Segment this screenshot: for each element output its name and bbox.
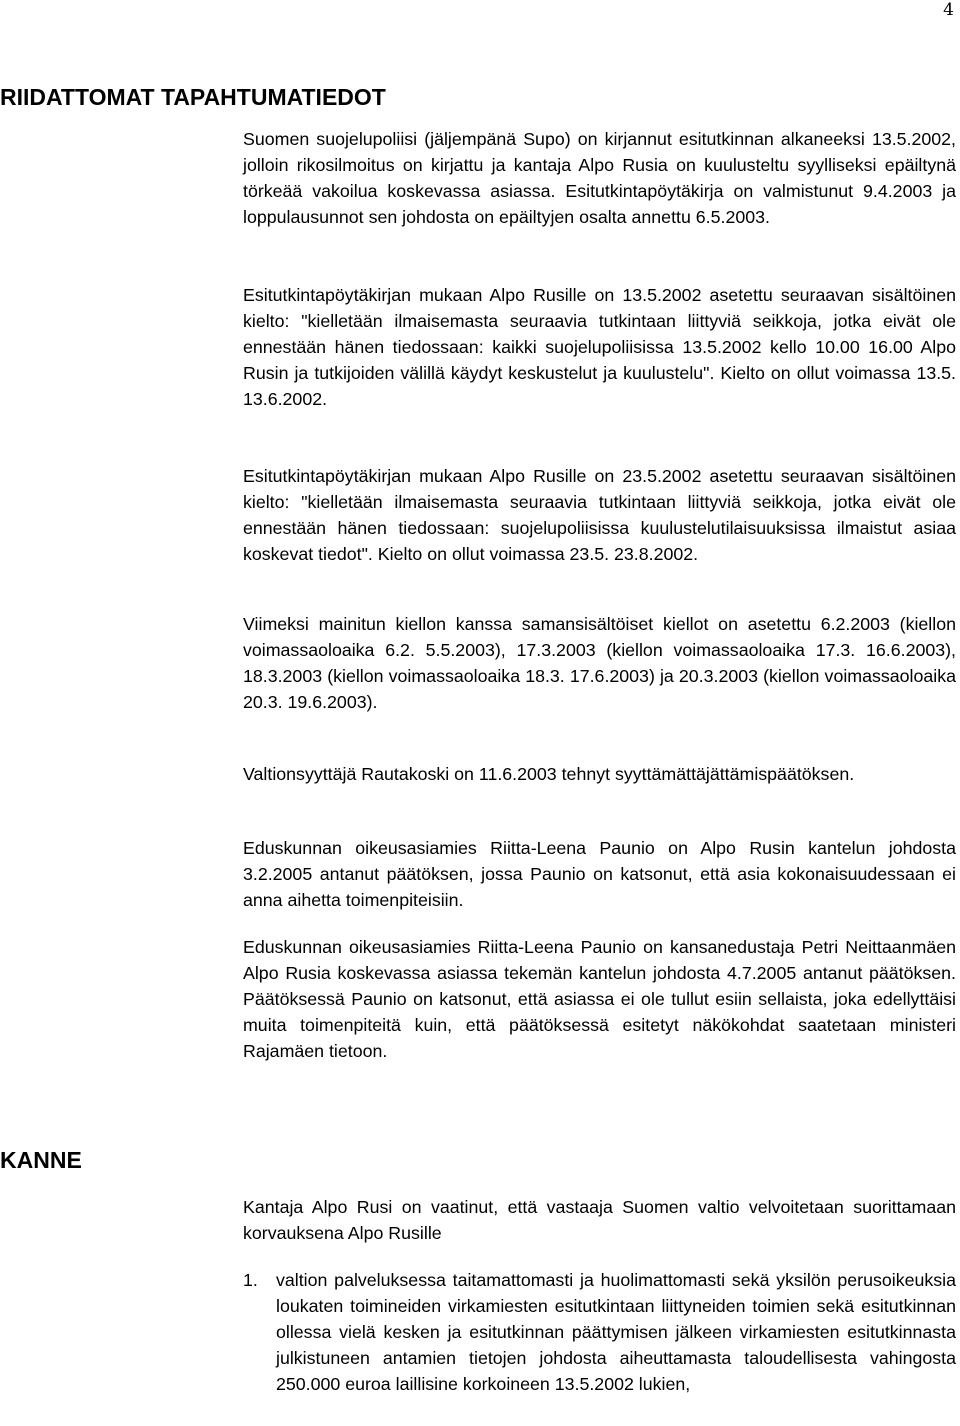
page-number: 4	[943, 0, 954, 20]
claim-text: valtion palveluksessa taitamattomasti ja huolimattomasti sekä yksilön perusoikeuksia loukaten toimineiden virkamiesten esitutkintaan liittyneiden toimien sekä esitutkinnan ollessa vielä kesken ja esitutkinnan päättymisen jälkeen virkamiesten esitutkinnasta julkistuneen antamien tietojen johdosta aiheuttamasta taloudellisesta vahingosta 250.000 euroa laillisine korkoineen 13.5.2002 lukien,	[276, 1270, 956, 1394]
section-heading-kanne: KANNE	[0, 1147, 82, 1173]
paragraph-esitutkinta: Suomen suojelupoliisi (jäljempänä Supo) on kirjannut esitutkinnan alkaneeksi 13.5.2002, jolloin rikosilmoitus on kirjattu ja kantaja Alpo Rusia on kuulusteltu syylliseksi epäiltynä törkeää vakoilua koskevassa asiassa. Esitutkintapöytäkirja on valmistunut 9.4.2003 ja loppulausunnot sen johdosta on epäiltyjen osalta annettu 6.5.2003.	[243, 129, 956, 227]
section-heading-tapahtumatiedot: RIIDATTOMAT TAPAHTUMATIEDOT	[0, 84, 386, 110]
claim-number: 1.	[243, 1270, 258, 1290]
claim-list-item	[243, 1268, 956, 1398]
paragraph-kanne-intro: Kantaja Alpo Rusi on vaatinut, että vastaaja Suomen valtio velvoitetaan suorittamaan korvauksena Alpo Rusille	[243, 1197, 956, 1243]
paragraph-syyttamattajattaminen: Valtionsyyttäjä Rautakoski on 11.6.2003 tehnyt syyttämättäjättämispäätöksen.	[243, 764, 855, 784]
paragraph-kiellot: Viimeksi mainitun kiellon kanssa samansisältöiset kiellot on asetettu 6.2.2003 (kiellon voimassaoloaika 6.2. 5.5.2003), 17.3.2003 (kiellon voimassaoloaika 17.3. 16.6.2003), 18.3.2003 (kiellon voimassaoloaika 18.3. 17.6.2003) ja 20.3.2003 (kiellon voimassaoloaika 20.3. 19.6.2003).	[243, 614, 956, 712]
paragraph-kielto-13-5: Esitutkintapöytäkirjan mukaan Alpo Rusille on 13.5.2002 asetettu seuraavan sisältöinen kielto: "kielletään ilmaisemasta seuraavia tutkintaan liittyviä seikkoja, jotka eivät ole ennestään hänen tiedossaan: kaikki suojelupoliisissa 13.5.2002 kello 10.00 16.00 Alpo Rusin ja tutkijoiden välillä käydyt keskustelut ja kuulustelu". Kielto on ollut voimassa 13.5. 13.6.2002.	[243, 285, 956, 409]
paragraph-oikeusasiamies-2: Eduskunnan oikeusasiamies Riitta-Leena Paunio on kansanedustaja Petri Neittaanmäen Alpo Rusia koskevassa asiassa tekemän kantelun johdosta 4.7.2005 antanut päätöksen. Päätöksessä Paunio on katsonut, että asiassa ei ole tullut esiin sellaista, joka edellyttäisi muita toimenpiteitä kuin, että päätöksessä esitetyt näkökohdat saatetaan ministeri Rajamäen tietoon.	[243, 937, 956, 1061]
paragraph-oikeusasiamies-1: Eduskunnan oikeusasiamies Riitta-Leena Paunio on Alpo Rusin kantelun johdosta 3.2.2005 antanut päätöksen, jossa Paunio on katsonut, että asia kokonaisuudessaan ei anna aihetta toimenpiteisiin.	[243, 838, 956, 910]
paragraph-kielto-23-5: Esitutkintapöytäkirjan mukaan Alpo Rusille on 23.5.2002 asetettu seuraavan sisältöinen kielto: "kielletään ilmaisemasta seuraavia tutkintaan liittyviä seikkoja, jotka eivät ole ennestään hänen tiedossaan: suojelupoliisissa kuulustelutilaisuuksissa ilmaistut asiaa koskevat tiedot". Kielto on ollut voimassa 23.5. 23.8.2002.	[243, 466, 956, 564]
